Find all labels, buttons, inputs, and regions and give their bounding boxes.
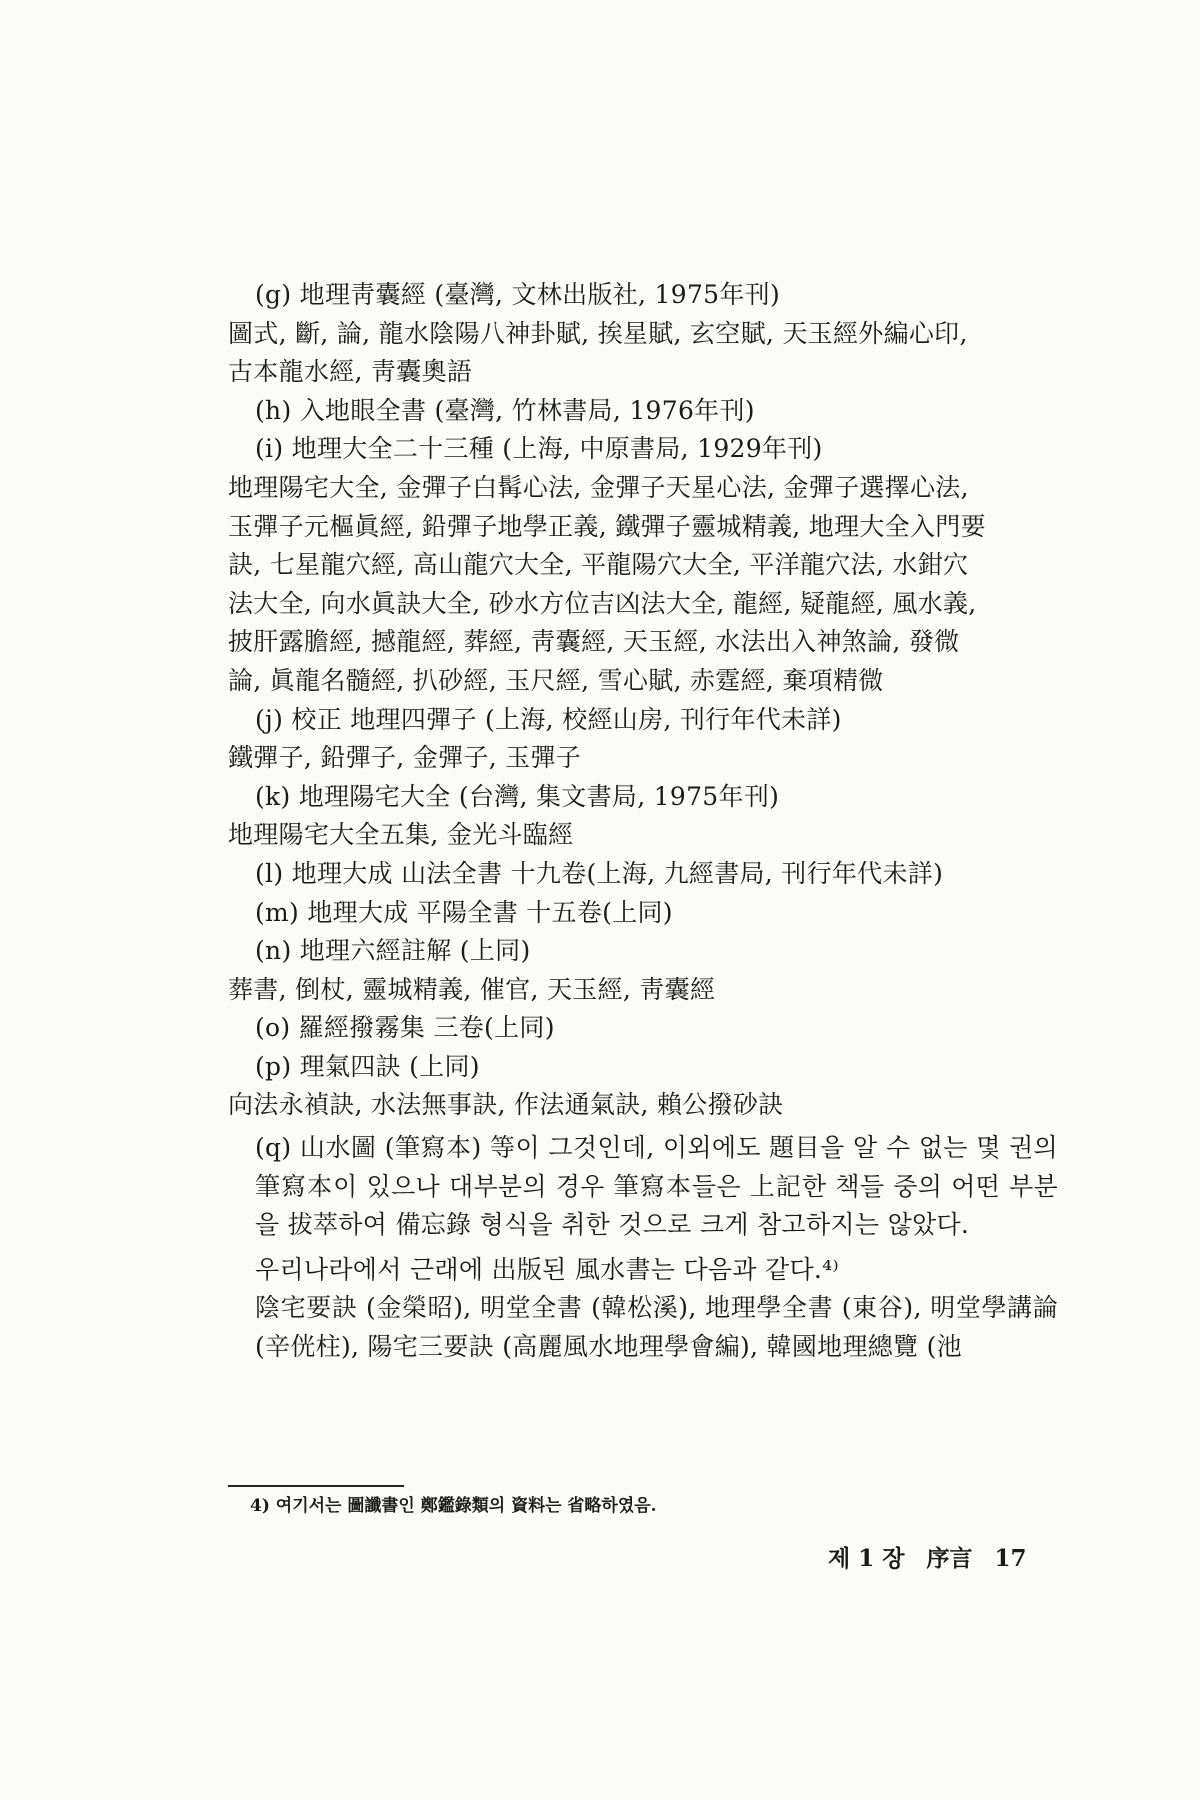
entry-i-contents-line-2: 玉彈子元樞眞經, 鉛彈子地學正義, 鐵彈子靈城精義, 地理大全入門要 — [228, 511, 986, 541]
page-number: 17 — [994, 1545, 1027, 1572]
entry-k-heading: (k) 地理陽宅大全 (台灣, 集文書局, 1975年刊) — [255, 781, 780, 811]
entry-p-heading: (p) 理氣四訣 (上同) — [255, 1051, 480, 1081]
entry-g-heading: (g) 地理靑囊經 (臺灣, 文林出版社, 1975年刊) — [255, 280, 781, 309]
footnote-divider — [228, 1485, 404, 1487]
paragraph-korean-publications: 우리나라에서 근래에 出版된 風水書는 다음과 같다.⁴⁾ — [255, 1254, 839, 1284]
entry-n-contents: 葬書, 倒杖, 靈城精義, 催官, 天玉經, 靑囊經 — [228, 974, 716, 1004]
body-text — [228, 276, 1058, 1367]
entry-g-contents-line-1: 圖式, 斷, 論, 龍水陰陽八神卦賦, 挨星賦, 玄空賦, 天玉經外編心印, — [228, 318, 968, 348]
entry-j-heading: (j) 校正 地理四彈子 (上海, 校經山房, 刊行年代未詳) — [255, 704, 842, 734]
section-label: 序言 — [926, 1545, 973, 1572]
entry-j-contents: 鐵彈子, 鉛彈子, 金彈子, 玉彈子 — [228, 743, 582, 773]
paragraph-q: (q) 山水圖 (筆寫本) 等이 그것인데, 이외에도 題目을 알 수 없는 몇 권의 筆寫本이 있으나 대부분의 경우 筆寫本들은 上記한 책들 중의 어떤 부분을 拔萃하여 備忘錄 형식을 취한 것으로 크게 참고하지는 않았다. — [255, 1133, 1058, 1240]
chapter-label: 제 1 장 — [828, 1545, 905, 1572]
entry-i-contents-line-3: 訣, 七星龍穴經, 高山龍穴大全, 平龍陽穴大全, 平洋龍穴法, 水鉗穴 — [228, 550, 969, 580]
entry-k-contents: 地理陽宅大全五集, 金光斗臨經 — [228, 820, 574, 850]
entry-g-contents-line-2: 古本龍水經, 靑囊奧語 — [228, 357, 473, 387]
page-footer — [828, 1544, 1027, 1574]
entry-i-heading: (i) 地理大全二十三種 (上海, 中原書局, 1929年刊) — [255, 434, 823, 464]
entry-m-heading: (m) 地理大成 平陽全書 十五卷(上同) — [255, 897, 673, 927]
footnote-4: 4) 여기서는 圖讖書인 鄭鑑錄類의 資料는 省略하였음. — [250, 1496, 657, 1516]
entry-i-contents-line-6: 論, 眞龍名髓經, 扒砂經, 玉尺經, 雪心賦, 赤霆經, 棄項精微 — [228, 665, 884, 695]
entry-o-heading: (o) 羅經撥霧集 三卷(上同) — [255, 1013, 555, 1043]
entry-h-heading: (h) 入地眼全書 (臺灣, 竹林書局, 1976年刊) — [255, 395, 755, 425]
entry-n-heading: (n) 地理六經註解 (上同) — [255, 936, 531, 966]
entry-i-contents-line-1: 地理陽宅大全, 金彈子白髯心法, 金彈子天星心法, 金彈子選擇心法, — [228, 472, 969, 502]
paragraph-publication-list: 陰宅要訣 (金榮昭), 明堂全書 (韓松溪), 地理學全書 (東谷), 明堂學講論 (辛侊柱), 陽宅三要訣 (高麗風水地理學會編), 韓國地理總覽 (池 — [255, 1293, 1058, 1362]
entry-i-contents-line-5: 披肝露膽經, 撼龍經, 葬經, 靑囊經, 天玉經, 水法出入神煞論, 發微 — [228, 627, 960, 657]
entry-l-heading: (l) 地理大成 山法全書 十九卷(上海, 九經書局, 刊行年代未詳) — [255, 858, 944, 888]
entry-p-contents: 向法永禎訣, 水法無事訣, 作法通氣訣, 賴公撥砂訣 — [228, 1090, 784, 1120]
entry-i-contents-line-4: 法大全, 向水眞訣大全, 砂水方位吉凶法大全, 龍經, 疑龍經, 風水義, — [228, 588, 977, 618]
